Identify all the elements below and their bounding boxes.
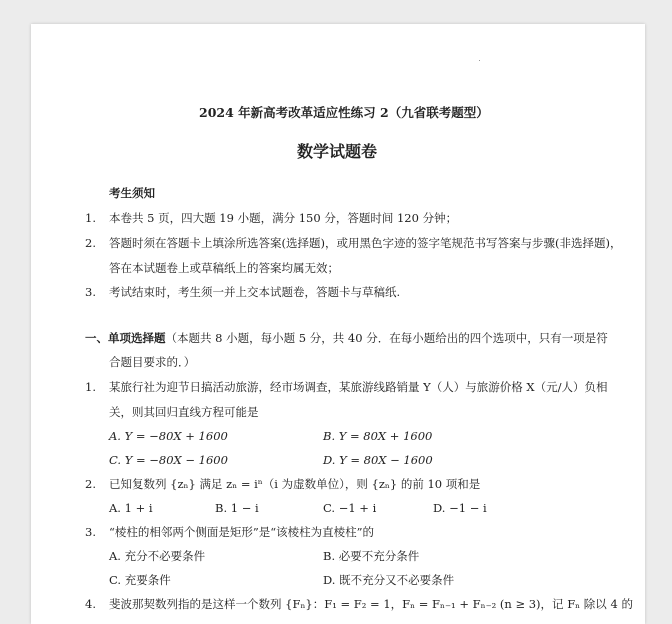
question-number: 4. [85,597,96,611]
section-description: （本题共 8 小题，每小题 5 分，共 40 分．在每小题给出的四个选项中，只有一项是符 [165,331,608,345]
notice-item-number: 2. [85,236,96,250]
option-d: D. −1 − i [433,501,487,515]
section-intro [85,331,608,345]
option-c: C. Y = −80X − 1600 [109,453,228,467]
notice-item-number: 3. [85,285,96,299]
option-a: A. Y = −80X + 1600 [109,429,228,443]
question-text: 某旅行社为迎节日搞活动旅游，经市场调查，某旅游线路销量 Y（人）与旅游价格 X（元/人）负相 [109,380,608,394]
question-text-continuation: 关，则其回归直线方程可能是 [109,405,259,419]
question-text: 已知复数列 {zₙ} 满足 zₙ = iⁿ（i 为虚数单位），则 {zₙ} 的前 10 项和是 [109,477,481,491]
option-d: D. Y = 80X − 1600 [323,453,433,467]
document-page [31,24,645,624]
page-speck [479,60,480,61]
notice-heading: 考生须知 [109,186,155,200]
option-a: A. 充分不必要条件 [109,549,206,563]
question-text: 斐波那契数列指的是这样一个数列 {Fₙ}：F₁ = F₂ = 1，Fₙ = Fₙ₋₁ + Fₙ₋₂ (n ≥ 3)，记 Fₙ 除以 4 的 [109,597,633,611]
option-b: B. Y = 80X + 1600 [323,429,433,443]
option-c: C. −1 + i [323,501,377,515]
question-number: 1. [85,380,96,394]
notice-item-text: 答题时须在答题卡上填涂所选答案(选择题)，或用黑色字迹的签字笔规范书写答案与步骤(非选择题)， [109,236,622,250]
option-b: B. 必要不充分条件 [323,549,420,563]
notice-item-continuation: 答在本试题卷上或草稿纸上的答案均属无效； [109,261,339,275]
exam-title: 2024 年新高考改革适应性练习 2（九省联考题型） [199,105,489,120]
section-heading: 一、单项选择题 [85,331,166,345]
question-number: 2. [85,477,96,491]
option-d: D. 既不充分又不必要条件 [323,573,455,587]
paper-subtitle: 数学试题卷 [297,142,378,161]
section-description-continuation: 合题目要求的．） [109,355,196,369]
notice-item-number: 1. [85,211,96,225]
option-b: B. 1 − i [215,501,259,515]
notice-item-text: 考试结束时，考生须一并上交本试题卷，答题卡与草稿纸. [109,285,401,299]
question-text: “棱柱的相邻两个侧面是矩形”是“该棱柱为直棱柱”的 [109,525,375,539]
notice-item-text: 本卷共 5 页，四大题 19 小题，满分 150 分，答题时间 120 分钟； [109,211,458,225]
option-a: A. 1 + i [109,501,153,515]
option-c: C. 充要条件 [109,573,171,587]
question-number: 3. [85,525,96,539]
